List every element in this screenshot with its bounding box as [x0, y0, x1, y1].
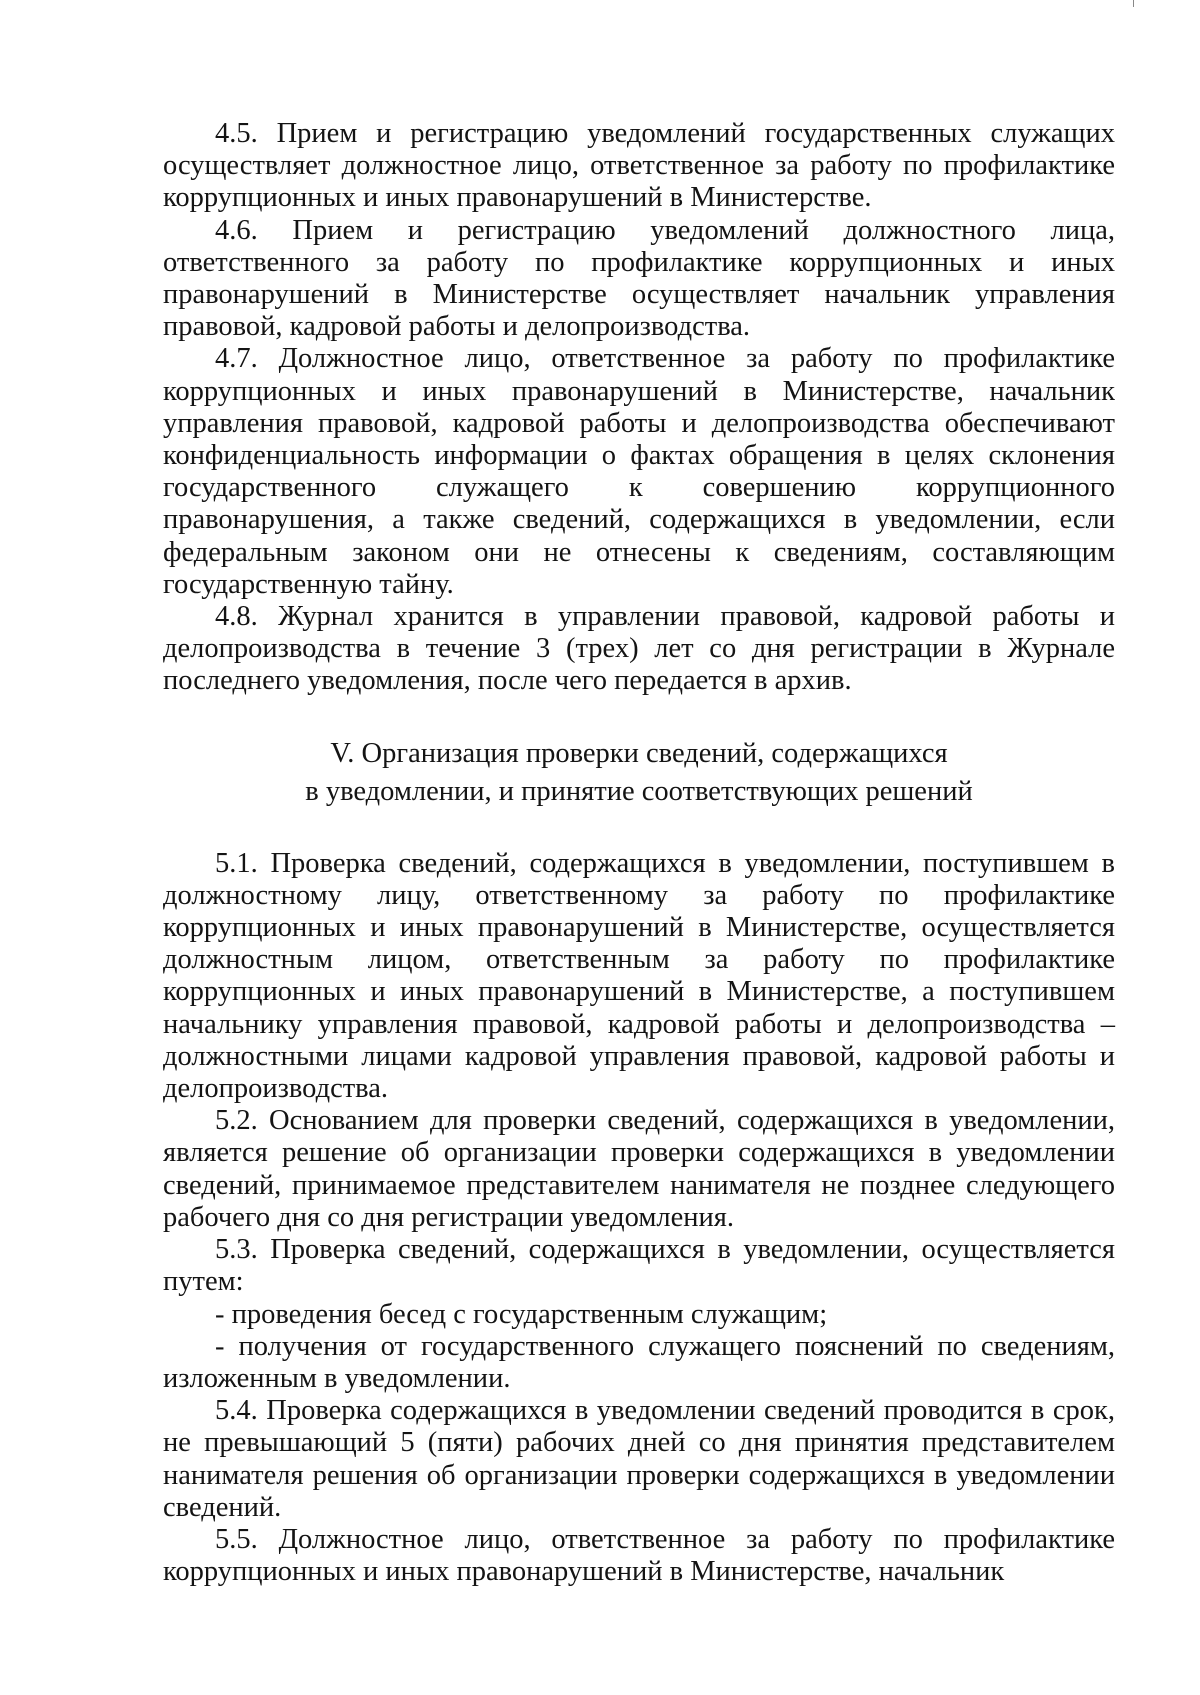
section-5-heading-line-1: V. Организация проверки сведений, содержащихся	[330, 737, 948, 769]
paragraph-5-5: 5.5. Должностное лицо, ответственное за работу по профилактике коррупционных и иных правонарушений в Министерстве, начальник	[163, 1523, 1115, 1588]
paragraph-4-8: 4.8. Журнал хранится в управлении правовой, кадровой работы и делопроизводства в течение 3 (трех) лет со дня регистрации в Журнале последнего уведомления, после чего передается в архив.	[163, 601, 1115, 697]
paragraph-4-5: 4.5. Прием и регистрацию уведомлений государственных служащих осуществляет должностное лицо, ответственное за работу по профилактике коррупционных и иных правонарушений в Министерстве.	[163, 118, 1115, 214]
document-page	[163, 118, 1115, 1588]
section-5-heading-line-2: в уведомлении, и принятие соответствующих решений	[305, 775, 973, 807]
paragraph-4-6: 4.6. Прием и регистрацию уведомлений должностного лица, ответственного за работу по профилактике коррупционных и иных правонарушений в Министерстве осуществляет начальник управления правовой, кадровой работы и делопроизводства.	[163, 214, 1115, 343]
scan-edge-mark	[1133, 0, 1134, 7]
paragraph-5-4: 5.4. Проверка содержащихся в уведомлении сведений проводится в срок, не превышающий 5 (пяти) рабочих дней со дня принятия представителем нанимателя решения об организации проверки содержащихся в уведомлении сведений.	[163, 1395, 1115, 1523]
section-5-heading	[163, 735, 1115, 811]
paragraph-5-1: 5.1. Проверка сведений, содержащихся в уведомлении, поступившем в должностному лицу, ответственному за работу по профилактике коррупционных и иных правонарушений в Министерстве, осуществляется должностным лицом, ответственным за работу по профилактике коррупционных и иных правонарушений в Министерстве, а поступившем начальнику управления правовой, кадровой работы и делопроизводства – должностными лицами кадровой управления правовой, кадровой работы и делопроизводства.	[163, 847, 1115, 1105]
list-item-interviews: - проведения бесед с государственным служащим;	[215, 1298, 828, 1330]
paragraph-5-2: 5.2. Основанием для проверки сведений, содержащихся в уведомлении, является решение об организации проверки содержащихся в уведомлении сведений, принимаемое представителем нанимателя не позднее следующего рабочего дня со дня регистрации уведомления.	[163, 1105, 1115, 1233]
list-item-explanations: - получения от государственного служащего пояснений по сведениям, изложенным в уведомлении.	[163, 1330, 1115, 1394]
paragraph-5-3: 5.3. Проверка сведений, содержащихся в уведомлении, осуществляется путем:	[163, 1234, 1115, 1298]
paragraph-4-7: 4.7. Должностное лицо, ответственное за работу по профилактике коррупционных и иных правонарушений в Министерстве, начальник управления правовой, кадровой работы и делопроизводства обеспечивают конфиденциальность информации о фактах обращения в целях склонения государственного служащего к совершению коррупционного правонарушения, а также сведений, содержащихся в уведомлении, если федеральным законом они не отнесены к сведениям, составляющим государственную тайну.	[163, 343, 1115, 600]
